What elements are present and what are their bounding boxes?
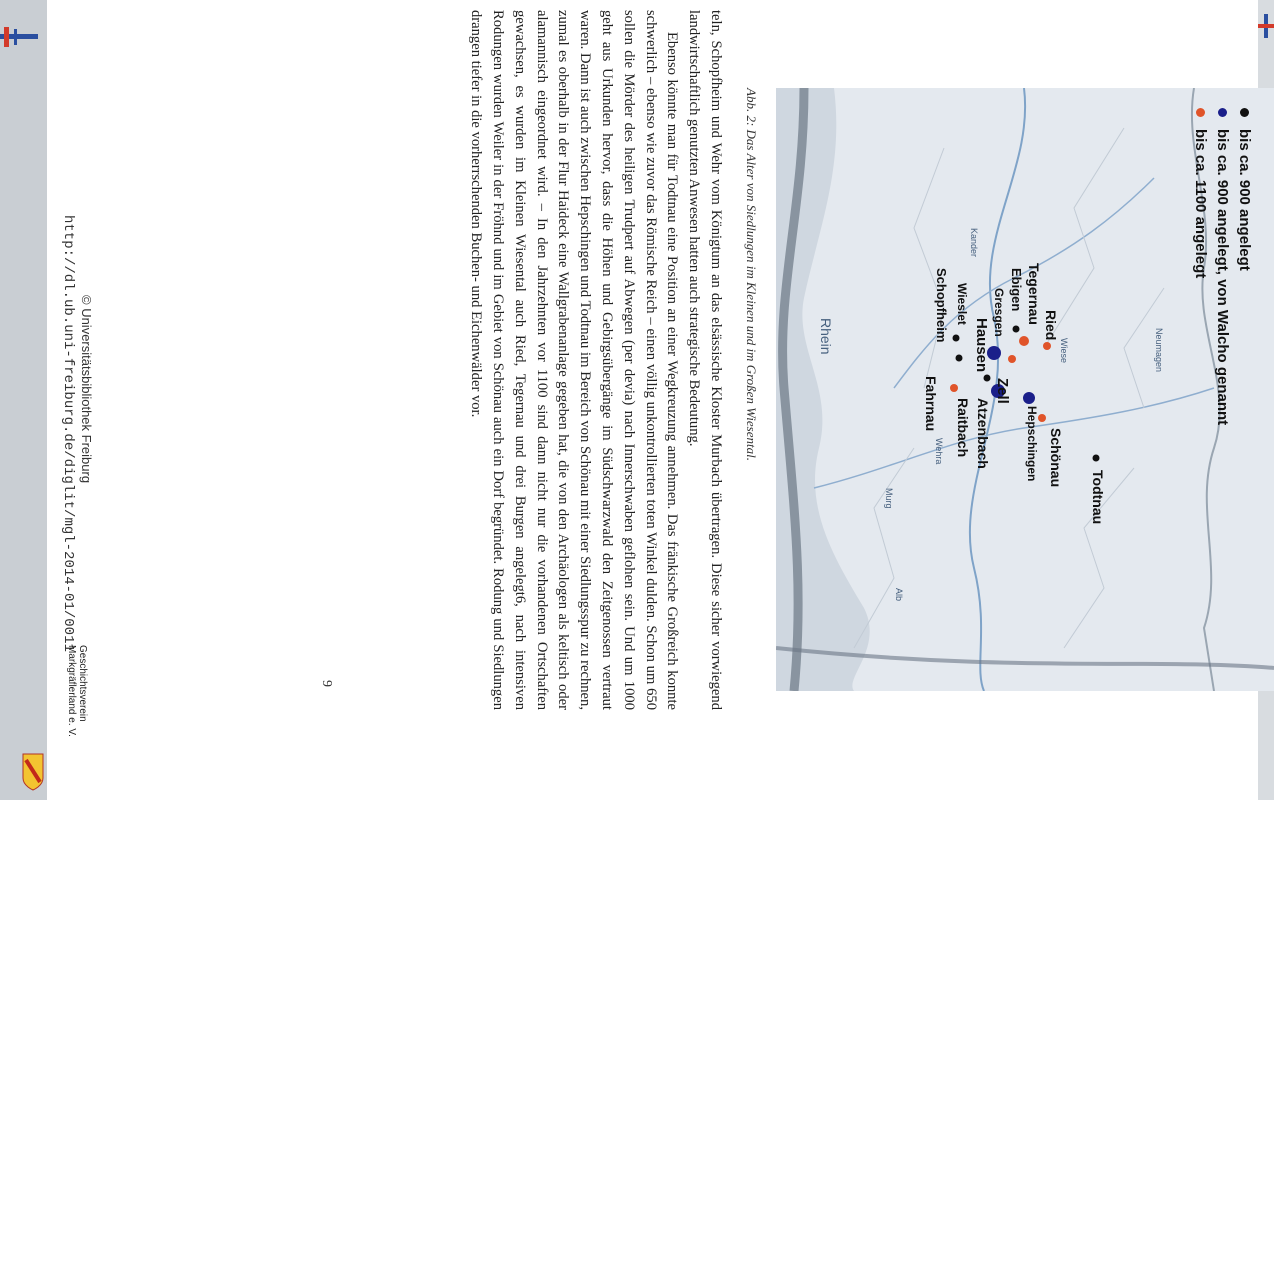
- place-fahrnau: Fahrnau: [923, 376, 939, 432]
- place-gresgen: Gresgen: [992, 288, 1006, 337]
- footer-url[interactable]: http://dl.ub.uni-freiburg.de/diglit/mgl-2014-01/0011: [60, 215, 76, 652]
- river-rhein: Rhein: [818, 318, 834, 355]
- marker-hausen: [984, 375, 991, 382]
- place-schopfheim: Schopfheim: [934, 268, 949, 343]
- marker-wieslet: [953, 335, 960, 342]
- coat-of-arms-icon: [22, 752, 44, 792]
- place-wieslet: Wieslet: [955, 283, 969, 325]
- place-zell: Zell: [994, 378, 1011, 404]
- page-number: 9: [319, 680, 334, 687]
- marker-hepschingen: [1023, 392, 1035, 404]
- marker-fahrnau: [1008, 355, 1016, 363]
- place-atzenbach: Atzenbach: [975, 398, 991, 469]
- settlement-markers: [776, 88, 1274, 691]
- legend-label: bis ca. 900 angelegt: [1236, 129, 1254, 271]
- publisher-line2: Markgräflerland e. V.: [66, 645, 77, 737]
- place-raitbach: Raitbach: [955, 398, 971, 458]
- publisher-line1: Geschichtsverein: [77, 645, 88, 722]
- river-wehra: Wehra: [934, 438, 944, 465]
- marker-ried: [1043, 342, 1051, 350]
- marker-ebigen: [1013, 326, 1020, 333]
- rotated-page: [187, 0, 1274, 1274]
- marker-schopfheim: [956, 355, 963, 362]
- place-hausen: Hausen: [973, 318, 990, 373]
- river-kander: Kander: [969, 228, 979, 258]
- place-todtnau: Todtnau: [1090, 470, 1106, 525]
- place-tegernau: Tegernau: [1026, 263, 1042, 325]
- figure-caption: Abb. 2: Das Alter von Siedlungen im Kleinen und im Großen Wiesental.: [744, 88, 759, 461]
- river-neumagen: Neumagen: [1154, 328, 1164, 373]
- settlement-map: [776, 88, 1274, 691]
- place-ebigen: Ebigen: [1009, 268, 1024, 312]
- place-hepschingen: Hepschingen: [1025, 406, 1039, 482]
- viewer-right-logo-icon: [1258, 14, 1274, 38]
- place-ried: Ried: [1043, 310, 1059, 341]
- paragraph: Ebenso könnte man für Todtnau eine Position an einer Wegkreuzung annehmen. Das fränkische Großreich konnte schwerlich – ebenso wie zuvor das Römische Reich – einen völlig unkontrollierten toten Winkel dulden. Schon um 650 sollen die Mörder des heiligen Trudpert auf Abwegen (per devia) nach Innerschwaben geflohen sein. Und um 1000 geht aus Urkunden hervor, dass die Höhen und Gebirgsübergänge im Südschwarzwald den Zeitgenossen vertraut waren. Dann ist auch zwischen Hepschingen und Todtnau im Bereich von Schönau mit einer Siedlungsspur zu rechnen, zumal es oberhalb in der Flur Haideck eine Wallgrabenanlage gegeben hat, die von den Archäologen als keltisch oder alamannisch eingeordnet wird. – In den Jahrzehnten vor 1100 sind dann nicht nur die vorhandenen Ortschaften gewachsen, es wurden im Kleinen Wiesental auch Ried, Tegernau und drei Burgen angelegt6, nach intensiven Rodungen wurden Weiler in der Fröhnd und im Gebiet von Schönau auch ein Dorf begründet. Rodung und Siedlungen drangen tiefer in die vorherrschenden Buchen- und Eichenwälder vor.: [468, 10, 681, 710]
- river-wiese: Wiese: [1059, 338, 1069, 364]
- body-text: [464, 10, 726, 710]
- place-schoenau: Schönau: [1048, 428, 1064, 488]
- marker-raitbach: [950, 384, 958, 392]
- river-murg: Murg: [884, 488, 894, 509]
- marker-schoenau: [1038, 414, 1046, 422]
- river-alb: Alb: [894, 588, 904, 602]
- footer-area: [0, 0, 94, 800]
- legend-label: bis ca. 900 angelegt, von Walcho genannt: [1214, 129, 1232, 426]
- marker-tegernau: [1019, 336, 1029, 346]
- legend-label: bis ca. 1100 angelegt: [1192, 129, 1210, 279]
- footer-copyright: © Universitätsbibliothek Freiburg: [79, 295, 94, 484]
- paragraph: teln, Schopfheim und Wehr vom Königtum an das elsässische Kloster Murbach übertragen. Diese sicher vorwiegend landwirtschaftlich genutzten Anwesen hatten auch strategische Bedeutung.: [686, 10, 724, 710]
- publisher-name: [66, 645, 88, 737]
- marker-todtnau: [1093, 455, 1100, 462]
